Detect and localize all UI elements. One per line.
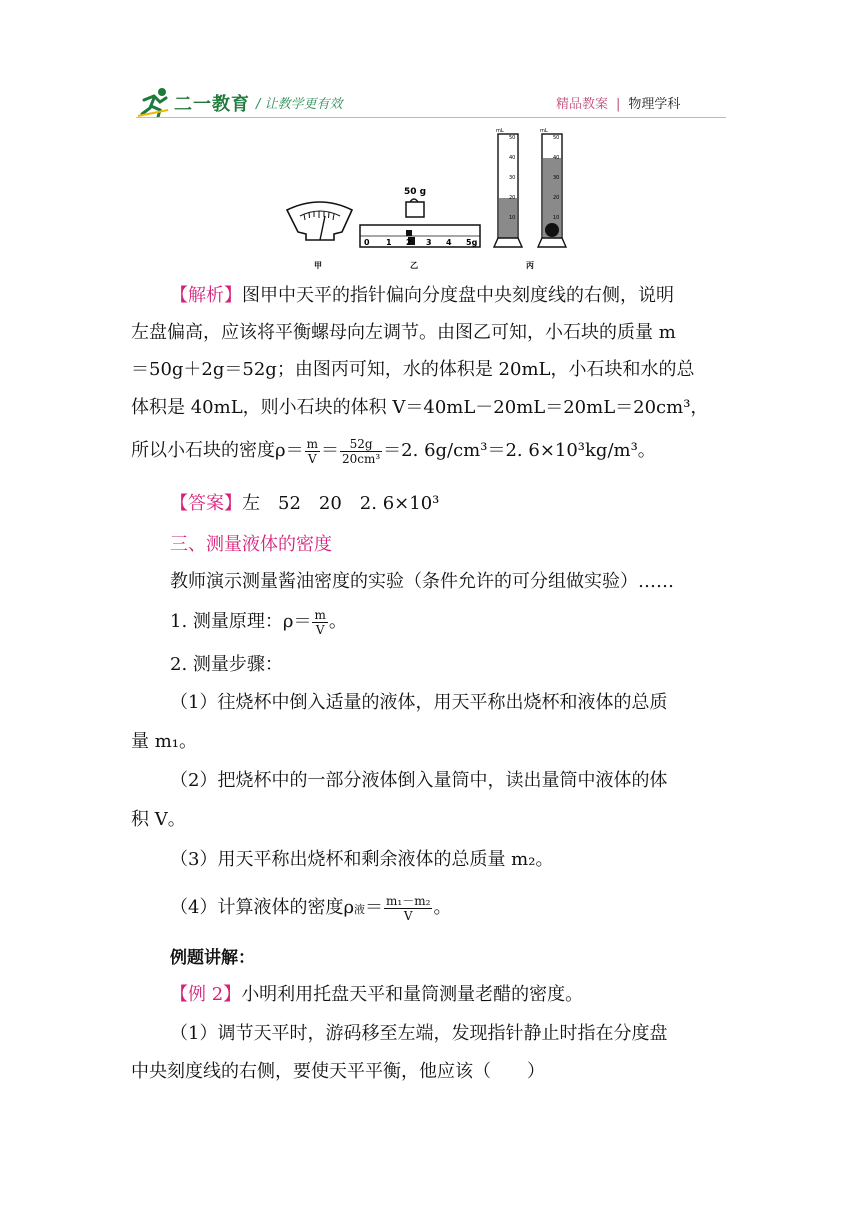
frac-num: m₁－m₂ — [386, 893, 431, 908]
principle-prefix: 1. 测量原理：ρ＝ — [170, 611, 312, 632]
analysis-tag: 【解析】 — [170, 285, 242, 306]
fraction-m-over-v — [305, 437, 320, 466]
step-2-line-2: 积 V。 — [131, 809, 186, 830]
cyl1-tick-40: 40 — [509, 155, 516, 161]
caption-bing: 丙 — [526, 261, 534, 270]
analysis-line-4: 体积是 40mL，则小石块的体积 V＝40mL－20mL＝20mL＝20cm³， — [131, 397, 709, 418]
cyl2-tick-40: 40 — [553, 155, 560, 161]
step-4 — [170, 893, 451, 925]
weight-label: 50 g — [404, 187, 427, 197]
weight-icon — [406, 199, 424, 217]
frac-num: m — [314, 607, 326, 622]
example-tag: 【例 2】 — [170, 984, 242, 1005]
step-4-fraction — [384, 894, 432, 923]
example-2-line — [170, 980, 583, 1010]
fraction-52g-over-20cm3 — [340, 437, 382, 466]
beam-ruler-icon — [360, 225, 480, 247]
section-heading: 三、测量液体的密度 — [170, 534, 332, 555]
cylinder2-unit: mL — [540, 128, 548, 134]
analysis-density-prefix: 所以小石块的密度ρ＝ — [131, 440, 304, 461]
cylinder1-unit: mL — [496, 128, 504, 134]
balance-dial-icon — [287, 202, 352, 240]
experiment-figure — [282, 122, 582, 277]
section-intro: 教师演示测量酱油密度的实验（条件允许的可分组做实验）…… — [170, 571, 674, 592]
question-1-line-1: （1）调节天平时，游码移至左端，发现指针静止时指在分度盘 — [170, 1023, 668, 1044]
analysis-line-3: ＝50g＋2g＝52g；由图丙可知，水的体积是 20mL，小石块和水的总 — [131, 359, 695, 380]
analysis-density-result: ＝2. 6g/cm³＝2. 6×10³kg/m³。 — [383, 440, 656, 461]
measure-principle — [170, 607, 347, 637]
step-4-equals: ＝ — [365, 897, 384, 918]
slogan: / 让教学更有效 — [256, 97, 343, 112]
ruler-tick-0: 0 — [364, 238, 370, 247]
measuring-cylinder-water-icon — [494, 128, 522, 247]
cyl1-tick-10: 10 — [509, 215, 516, 221]
header-divider — [136, 117, 726, 118]
principle-fraction — [312, 608, 327, 637]
header-category: 精品教案 — [556, 97, 609, 112]
frac-den: V — [307, 451, 317, 466]
frac-num: m — [306, 436, 318, 451]
analysis-line-2: 左盘偏高，应该将平衡螺母向左调节。由图乙可知，小石块的质量 m — [131, 322, 676, 343]
analysis-equals: ＝ — [320, 440, 339, 461]
logo-text: 二一教育 — [174, 94, 250, 115]
cyl2-tick-20: 20 — [553, 195, 560, 201]
logo-runner-icon — [138, 86, 172, 118]
step-4-subscript: 液 — [354, 903, 366, 916]
cyl2-tick-50: 50 — [553, 135, 560, 141]
example-text: 小明利用托盘天平和量筒测量老醋的密度。 — [241, 984, 584, 1005]
cyl1-tick-20: 20 — [509, 195, 516, 201]
cyl1-tick-30: 30 — [509, 175, 516, 181]
principle-suffix: 。 — [328, 611, 347, 632]
question-1-line-2: 中央刻度线的右侧，要使天平平衡，他应该（ ） — [131, 1061, 545, 1082]
analysis-line-1 — [170, 281, 674, 311]
ruler-tick-2: 2 — [406, 238, 412, 247]
step-3: （3）用天平称出烧杯和剩余液体的总质量 m₂。 — [170, 849, 554, 870]
frac-den: 20cm³ — [341, 451, 381, 466]
step-4-prefix: （4）计算液体的密度ρ — [170, 897, 355, 918]
cyl2-tick-10: 10 — [553, 215, 560, 221]
cyl2-tick-30: 30 — [553, 175, 560, 181]
ruler-tick-1: 1 — [386, 238, 392, 247]
answer-line — [170, 489, 439, 519]
ruler-tick-5: 5g — [466, 238, 478, 247]
header-separator: | — [616, 97, 621, 112]
answer-tag: 【答案】 — [170, 493, 242, 514]
step-1-line-2: 量 m₁。 — [131, 731, 198, 752]
analysis-line-5 — [131, 436, 656, 466]
cyl1-tick-50: 50 — [509, 135, 516, 141]
step-2-line-1: （2）把烧杯中的一部分液体倒入量筒中，读出量筒中液体的体 — [170, 770, 668, 791]
step-1-line-1: （1）往烧杯中倒入适量的液体，用天平称出烧杯和液体的总质 — [170, 692, 668, 713]
answer-text: 左 52 20 2. 6×10³ — [242, 493, 440, 514]
header-right — [556, 93, 680, 112]
frac-den: V — [403, 908, 413, 923]
steps-title: 2. 测量步骤： — [170, 654, 283, 675]
ruler-tick-3: 3 — [426, 238, 432, 247]
frac-den: V — [315, 622, 325, 637]
caption-jia: 甲 — [314, 261, 322, 270]
measuring-cylinder-stone-icon — [538, 128, 566, 247]
step-4-suffix: 。 — [433, 897, 452, 918]
header-subject: 物理学科 — [628, 97, 681, 112]
caption-yi: 乙 — [410, 261, 418, 270]
ruler-tick-4: 4 — [446, 238, 452, 247]
analysis-text-1: 图甲中天平的指针偏向分度盘中央刻度线的右侧，说明 — [242, 285, 674, 306]
example-title: 例题讲解： — [170, 948, 255, 968]
frac-num: 52g — [340, 437, 382, 452]
